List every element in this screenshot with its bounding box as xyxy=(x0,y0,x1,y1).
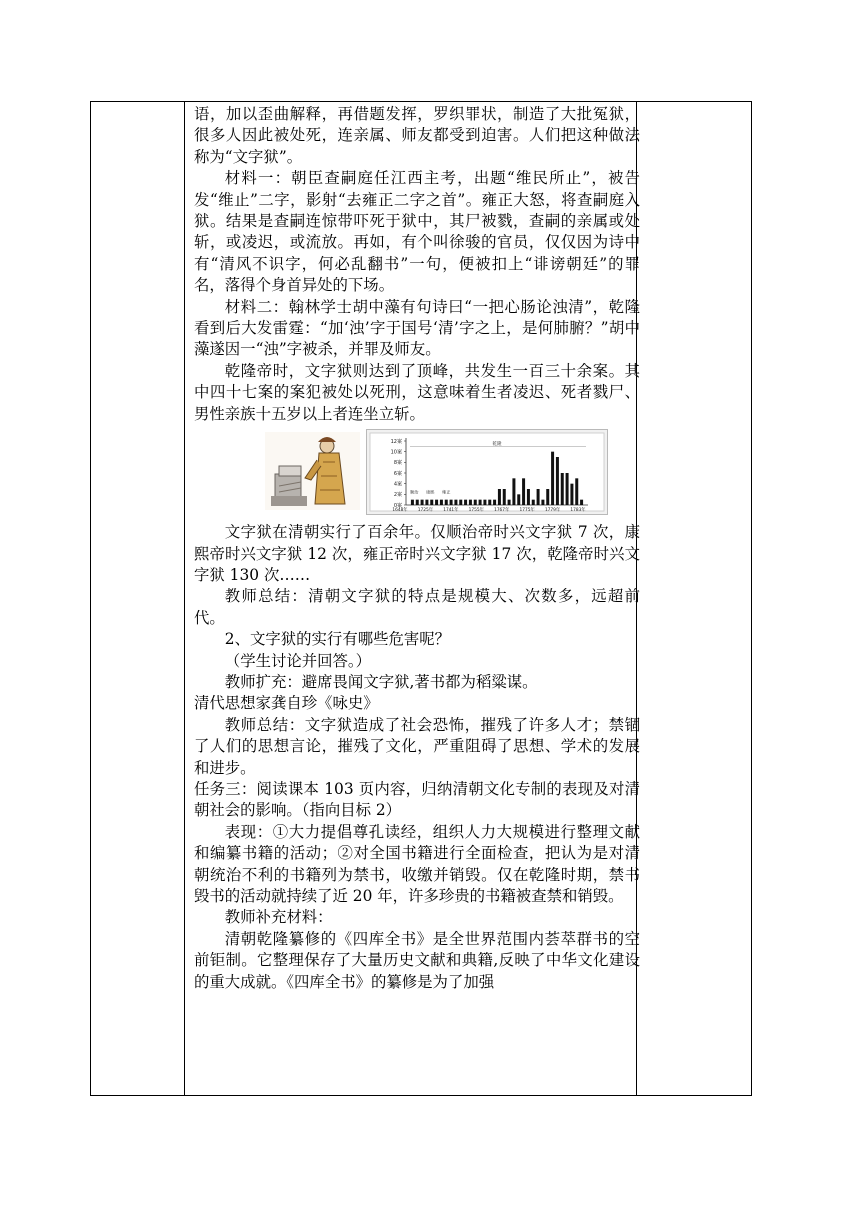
siku-quanshu-paragraph: 清朝乾隆纂修的《四库全书》是全世界范围内荟萃群书的空前钜制。它整理保存了大量历史文献和典籍,反映了中华文化建设的重大成就。《四库全书》的纂修是为了加强 xyxy=(194,929,640,991)
bar xyxy=(527,489,530,505)
qianlong-peak: 乾隆帝时，文字狱则达到了顶峰，共发生一百三十余案。其中四十七案的案犯被处以死刑，这意味着生者凌迟、死者戮尸、男性亲族十五岁以上者连坐立斩。 xyxy=(194,361,640,423)
y-tick-label: 0案 xyxy=(393,502,402,509)
figure-row xyxy=(194,429,640,515)
teacher-summary-1: 教师总结：清朝文字狱的特点是规模大、次数多，远超前代。 xyxy=(194,587,640,627)
inquisition-counts: 文字狱在清朝实行了百余年。仅顺治帝时兴文字狱 7 次，康熙帝时兴文字狱 12 次，雍正帝时兴文字狱 17 次，乾隆帝时兴文字狱 130 次…… xyxy=(194,523,640,584)
bar xyxy=(454,500,457,505)
bar xyxy=(575,478,578,505)
bar xyxy=(522,478,525,505)
bar xyxy=(474,500,477,505)
bar xyxy=(512,478,515,505)
main-content-cell xyxy=(194,104,640,993)
bar xyxy=(566,473,569,505)
bar xyxy=(450,500,453,505)
bar xyxy=(561,473,564,505)
bar xyxy=(483,500,486,505)
x-tick-label: 1741年 xyxy=(443,508,459,514)
literary-inquisition-chart xyxy=(366,429,608,515)
bar xyxy=(435,500,438,505)
paragraph-continuation: 语，加以歪曲解释，再借题发挥，罗织罪状，制造了大批冤狱，很多人因此被处死，连亲属、师友都受到迫害。人们把这种做法称为“文字狱”。 xyxy=(194,105,640,166)
material-one: 材料一：朝臣查嗣庭任江西主考，出题“维民所止”，被告发“维止”二字，影射“去雍正二字之首”。雍正大怒，将查嗣庭入狱。结果是查嗣连惊带吓死于狱中，其尸被戮，查嗣的亲属或处斩，或凌迟，或流放。再如，有个叫徐骏的官员，仅仅因为诗中有“清风不识字，何必乱翻书”一句，便被扣上“诽谤朝廷”的罪名，落得个身首异处的下场。 xyxy=(194,169,640,295)
bar xyxy=(469,500,472,505)
teacher-summary-2: 教师总结：文字狱造成了社会恐怖，摧残了许多人才；禁锢了人们的思想言论，摧残了文化，严重阻碍了思想、学术的发展和进步。 xyxy=(194,715,640,777)
bar xyxy=(580,500,583,505)
bar-annotation: 雍正 xyxy=(442,489,451,495)
poem-attribution: 清代思想家龚自珍《咏史》 xyxy=(194,694,379,713)
bar xyxy=(445,500,448,505)
emperor-illustration xyxy=(265,432,360,510)
bar xyxy=(425,500,428,505)
bar-annotation: 康熙 xyxy=(426,489,435,495)
bar xyxy=(532,500,535,505)
bar xyxy=(493,500,496,505)
bar xyxy=(479,500,482,505)
bar xyxy=(570,484,573,505)
bar xyxy=(537,489,540,505)
x-tick-label: 1767年 xyxy=(494,508,510,514)
material-two: 材料二：翰林学士胡中藻有句诗曰“一把心肠论浊清”，乾隆看到后大发雷霆：“加‘浊’字于国号‘清’字之上，是何肺腑？”胡中藻遂因一“浊”字被杀，并罪及师友。 xyxy=(194,297,640,359)
bar xyxy=(459,500,462,505)
bar xyxy=(508,500,511,505)
bar xyxy=(551,452,554,505)
column-divider-1 xyxy=(184,102,185,1095)
bar xyxy=(546,489,549,505)
y-tick-label: 10案 xyxy=(390,449,402,456)
bar xyxy=(411,500,414,505)
manifestations: 表现：①大力提倡尊孔读经，组织人力大规模进行整理文献和编纂书籍的活动；②对全国书籍进行全面检查，把认为是对清朝统治不利的书籍列为禁书，收缴并销毁。仅在乾隆时期，禁书毁书的活动就持续了近 20 年，许多珍贵的书籍被查禁和销毁。 xyxy=(194,822,640,905)
x-tick-label: 1779年 xyxy=(544,508,561,514)
bar xyxy=(416,500,419,505)
x-tick-label: 1725年 xyxy=(417,508,434,514)
x-tick-label: 1775年 xyxy=(519,508,535,514)
x-tick-label: 1783年 xyxy=(570,508,586,514)
bar xyxy=(541,500,544,505)
teacher-expansion: 教师扩充：避席畏闻文字狱,著书都为稻粱谋。 xyxy=(224,672,538,691)
chart-title: 乾隆 xyxy=(492,441,502,447)
x-tick-label: 1648年 xyxy=(392,508,408,514)
y-tick-label: 4案 xyxy=(393,481,402,488)
y-tick-label: 8案 xyxy=(393,460,402,467)
teacher-supplement-heading: 教师补充材料： xyxy=(224,908,333,927)
bar xyxy=(556,457,559,505)
bar-annotation: 顺治 xyxy=(410,489,419,495)
y-tick-label: 12案 xyxy=(390,438,402,445)
bar xyxy=(421,500,424,505)
task-three: 任务三：阅读课本 103 页内容，归纳清朝文化专制的表现及对清朝社会的影响。（指向目标 2） xyxy=(194,779,640,820)
bar xyxy=(464,500,467,505)
y-tick-label: 2案 xyxy=(393,492,402,499)
y-tick-label: 6案 xyxy=(393,470,402,477)
student-discussion: （学生讨论并回答。） xyxy=(224,651,372,670)
bar xyxy=(498,489,501,505)
question-2: 2、文字狱的实行有哪些危害呢？ xyxy=(224,630,451,649)
bar xyxy=(517,494,520,505)
bar xyxy=(503,489,506,505)
lesson-table xyxy=(90,101,752,1096)
bar xyxy=(430,500,433,505)
x-tick-label: 1755年 xyxy=(468,508,484,514)
bar xyxy=(488,500,491,505)
bar xyxy=(440,500,443,505)
